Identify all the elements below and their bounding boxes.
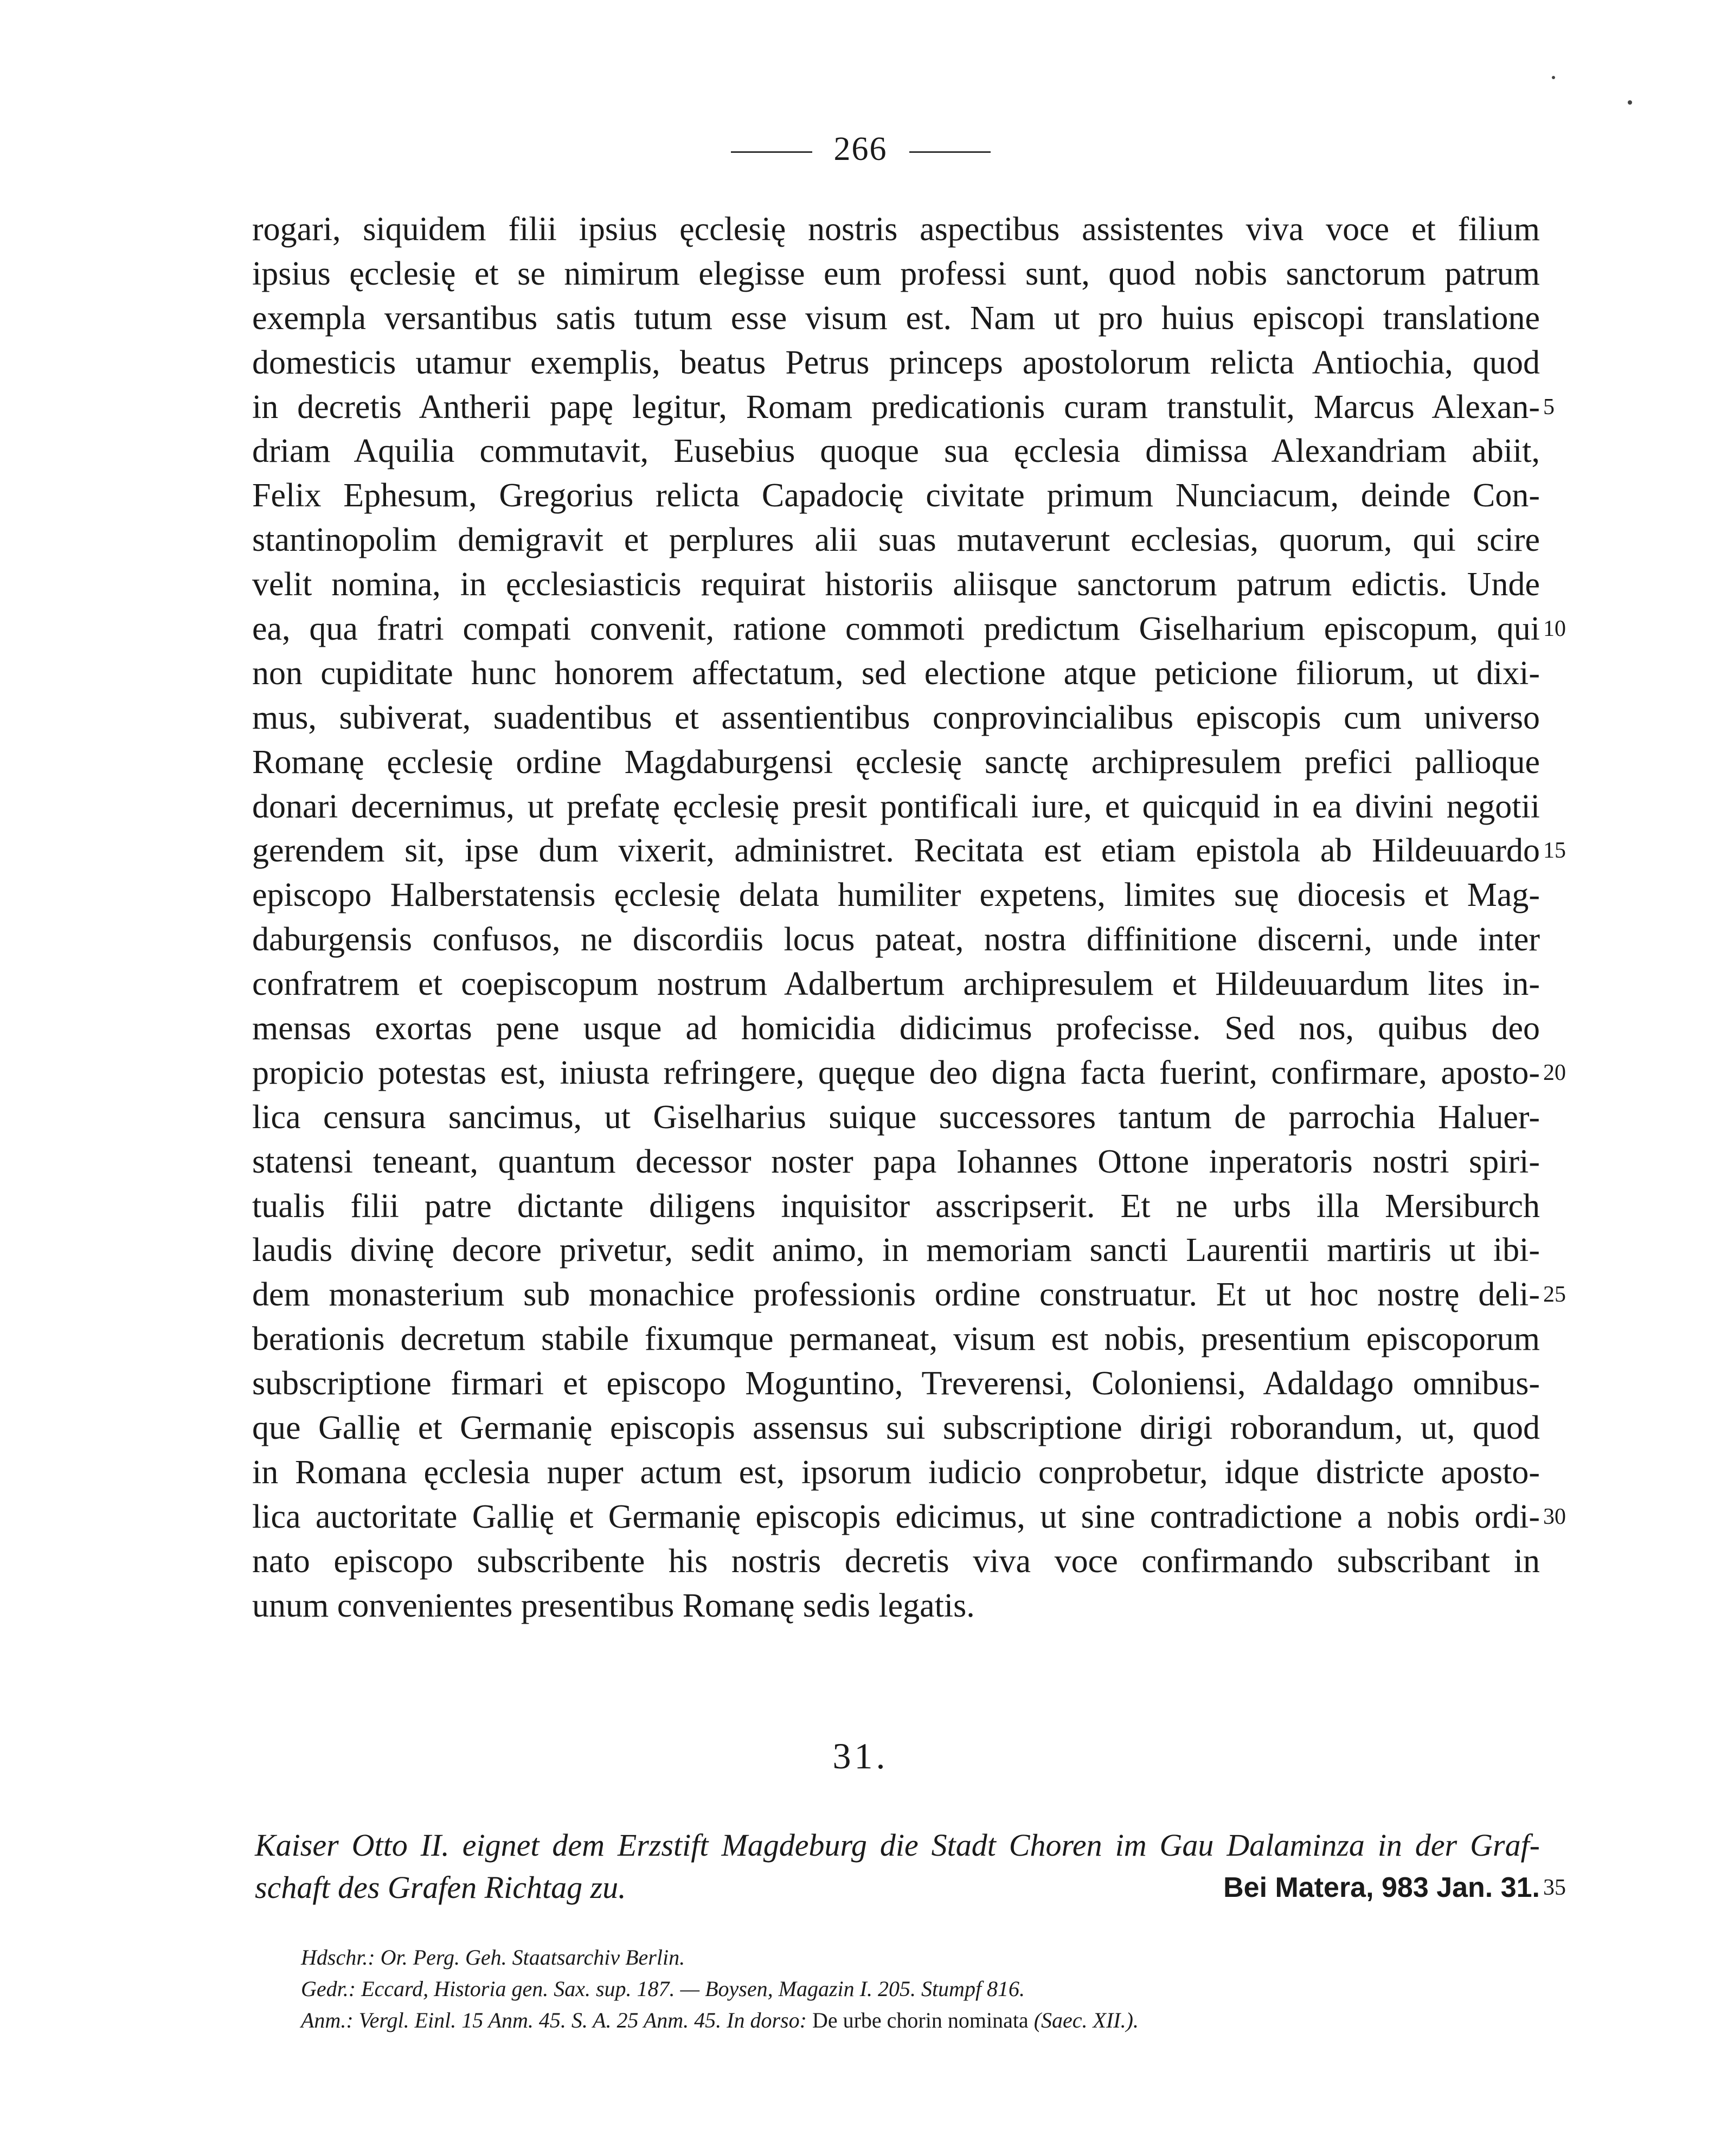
text-line	[252, 297, 1540, 341]
text-line	[252, 1362, 1540, 1406]
text-line-content: mus, subiverat, suadentibus et assentientibus conprovincialibus episcopis cum universo	[252, 699, 1540, 736]
text-line	[252, 1051, 1566, 1096]
text-line	[252, 785, 1540, 829]
note-label: Anm.:	[301, 2008, 354, 2032]
text-line	[252, 1540, 1540, 1584]
text-line	[252, 1406, 1540, 1451]
page-number: 266	[833, 131, 888, 168]
text-line	[252, 518, 1540, 563]
text-line	[252, 1451, 1540, 1495]
text-line-content: lica censura sancimus, ut Giselharius suique successores tantum de parrochia Haluer-	[252, 1098, 1540, 1136]
charter-text	[252, 208, 1566, 1629]
text-line	[252, 829, 1566, 873]
dorsal-date: (Saec. XII.).	[1033, 2008, 1139, 2032]
note-text: Or. Perg. Geh. Staatsarchiv Berlin.	[380, 1945, 685, 1970]
note-printed	[301, 1973, 1537, 2005]
text-line	[252, 563, 1540, 607]
text-line-content: unum convenientes presentibus Romanę sedis legatis.	[252, 1587, 975, 1624]
text-line-content: in decretis Antherii papę legitur, Romam predicationis curam transtulit, Marcus Alexan-	[252, 388, 1540, 426]
text-line-content: rogari, siquidem filii ipsius ęcclesię nostris aspectibus assistentes viva voce et filium	[252, 211, 1540, 248]
header-dash-left	[731, 151, 812, 153]
regest-line-2-text: schaft des Grafen Richtag zu.	[255, 1870, 626, 1905]
text-line-content: laudis divinę decore privetur, sedit animo, in memoriam sancti Laurentii martiris ut ibi-	[252, 1232, 1540, 1269]
text-line	[252, 741, 1540, 785]
text-line	[252, 1007, 1540, 1051]
text-line-content: daburgensis confusos, ne discordiis locus pateat, nostra diffinitione discerni, unde inter	[252, 921, 1540, 958]
text-line-content: domesticis utamur exemplis, beatus Petrus princeps apostolorum relicta Antiochia, quod	[252, 344, 1540, 381]
text-line	[252, 918, 1540, 962]
line-number: 25	[1543, 1282, 1566, 1308]
text-line	[252, 1140, 1540, 1185]
text-line-content: stantinopolim demigravit et perplures alii suas mutaverunt ecclesias, quorum, qui scire	[252, 522, 1540, 559]
text-line	[252, 1185, 1540, 1229]
text-line-content: confratrem et coepiscopum nostrum Adalbertum archipresulem et Hildeuuardum lites in-	[252, 966, 1540, 1003]
regest-line-2	[255, 1867, 1566, 1909]
note-text: Eccard, Historia gen. Sax. sup. 187. — Boysen, Magazin I. 205. Stumpf 816.	[361, 1977, 1025, 2001]
note-label: Hdschr.:	[301, 1945, 375, 1970]
note-text: Vergl. Einl. 15 Anm. 45. S. A. 25 Anm. 45. In dorso:	[358, 2008, 807, 2032]
text-line-content: que Gallię et Germanię episcopis assensus sui subscriptione dirigi roborandum, ut, quod	[252, 1410, 1540, 1447]
text-line	[252, 1273, 1566, 1317]
text-line	[252, 474, 1540, 518]
text-line-content: statensi teneant, quantum decessor noster papa Iohannes Ottone inperatoris nostri spiri-	[252, 1143, 1540, 1180]
text-line-content: propicio potestas est, iniusta refringere, quęque deo digna facta fuerint, confirmare, aposto-	[252, 1054, 1540, 1091]
text-line	[252, 429, 1540, 474]
text-line-content: gerendem sit, ipse dum vixerit, administret. Recitata est etiam epistola ab Hildeuuardo	[252, 832, 1540, 870]
text-line	[252, 385, 1555, 430]
text-line	[252, 962, 1540, 1007]
text-line-content: lica auctoritate Gallię et Germanię episcopis edicimus, ut sine contradictione a nobis ordi-	[252, 1498, 1540, 1535]
text-line-content: velit nomina, in ęcclesiasticis requirat historiis aliisque sanctorum patrum edictis. Unde	[252, 566, 1540, 603]
text-line	[252, 652, 1540, 696]
note-label: Gedr.:	[301, 1977, 356, 2001]
text-line-content: Felix Ephesum, Gregorius relicta Capadocię civitate primum Nunciacum, deinde Con-	[252, 477, 1540, 514]
text-line	[252, 607, 1566, 652]
note-manuscript	[301, 1942, 1537, 1973]
dorsal-note: De urbe chorin nominata	[806, 2008, 1029, 2032]
text-line	[252, 252, 1540, 297]
text-line-content: in Romana ęcclesia nuper actum est, ipsorum iudicio conprobetur, idque districte aposto-	[252, 1453, 1540, 1491]
text-line-content: episcopo Halberstatensis ęcclesię delata humiliter expetens, limites suę diocesis et Mag-	[252, 877, 1540, 914]
line-number: 20	[1543, 1060, 1566, 1085]
scan-speck	[1552, 76, 1555, 79]
document-number: 31.	[832, 1735, 889, 1777]
text-line	[252, 1584, 1540, 1629]
line-number: 30	[1543, 1504, 1566, 1529]
text-line-content: subscriptione firmari et episcopo Moguntino, Treverensi, Coloniensi, Adaldago omnibus-	[252, 1365, 1540, 1402]
line-number: 15	[1543, 838, 1566, 864]
text-line	[252, 1228, 1540, 1273]
header-dash-right	[909, 151, 991, 153]
regest-line-1: Kaiser Otto II. eignet dem Erzstift Magdeburg die Stadt Choren im Gau Dalaminza in der Graf-	[255, 1827, 1540, 1863]
text-line-content: ea, qua fratri compati convenit, ratione commoti predictum Giselharium episcopum, qui	[252, 610, 1540, 648]
page-header	[0, 130, 1721, 169]
note-remarks	[301, 2005, 1537, 2036]
text-line	[252, 208, 1540, 252]
line-number: 35	[1543, 1875, 1566, 1900]
text-line	[252, 1317, 1540, 1362]
text-line	[252, 1495, 1566, 1540]
scan-speck	[1628, 100, 1632, 105]
text-line-content: exempla versantibus satis tutum esse visum est. Nam ut pro huius episcopi translatione	[252, 299, 1540, 337]
text-line-content: Romanę ęcclesię ordine Magdaburgensi ęcclesię sanctę archipresulem prefici pallioque	[252, 743, 1540, 781]
text-line-content: non cupiditate hunc honorem affectatum, sed electione atque peticione filiorum, ut dixi-	[252, 654, 1540, 692]
text-line-content: dem monasterium sub monachice professionis ordine construatur. Et ut hoc nostrę deli-	[252, 1276, 1540, 1314]
text-line	[252, 1096, 1540, 1140]
text-line-content: ipsius ęcclesię et se nimirum elegisse eum professi sunt, quod nobis sanctorum patrum	[252, 255, 1540, 292]
regest	[255, 1824, 1566, 1909]
text-line-content: tualis filii patre dictante diligens inquisitor asscripserit. Et ne urbs illa Mersiburch	[252, 1187, 1540, 1225]
text-line-content: berationis decretum stabile fixumque permaneat, visum est nobis, presentium episcoporum	[252, 1321, 1540, 1358]
text-line-content: donari decernimus, ut prefatę ęcclesię presit pontificali iure, et quicquid in ea divini negotii	[252, 788, 1540, 825]
text-line-content: mensas exortas pene usque ad homicidia didicimus profecisse. Sed nos, quibus deo	[252, 1010, 1540, 1047]
dating: Bei Matera, 983 Jan. 31.	[1223, 1872, 1540, 1903]
apparatus-notes	[301, 1942, 1537, 2036]
text-line	[252, 341, 1540, 385]
text-line	[252, 873, 1540, 918]
line-number: 10	[1543, 616, 1566, 642]
line-number: 5	[1543, 394, 1555, 420]
text-line-content: driam Aquilia commutavit, Eusebius quoque sua ęcclesia dimissa Alexandriam abiit,	[252, 433, 1540, 470]
text-line-content: nato episcopo subscribente his nostris decretis viva voce confirmando subscribant in	[252, 1542, 1540, 1580]
text-line	[252, 696, 1540, 741]
